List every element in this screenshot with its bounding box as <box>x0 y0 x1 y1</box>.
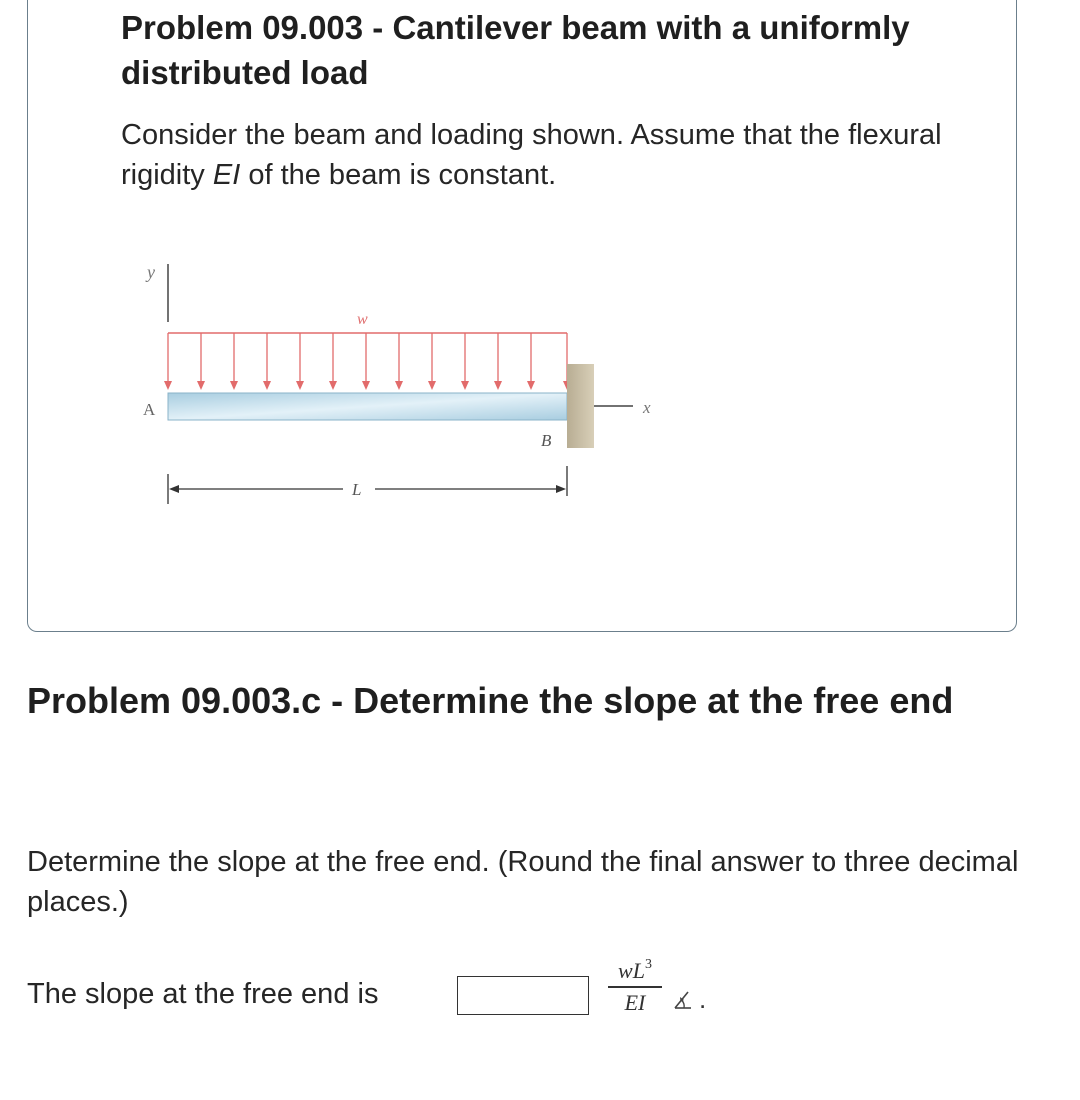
load-arrow <box>329 333 337 390</box>
unit-exponent: 3 <box>644 957 652 972</box>
beam <box>168 393 567 420</box>
problem-title: Problem 09.003 - Cantilever beam with a uniformly distributed load <box>121 9 910 91</box>
load-label: w <box>357 311 368 328</box>
problem-description <box>121 115 971 195</box>
fixed-support-wall <box>567 364 594 448</box>
unit-numerator <box>604 958 666 984</box>
end-b-label: B <box>541 431 552 450</box>
load-arrow <box>164 333 172 390</box>
y-axis-label: y <box>147 262 155 282</box>
load-arrow <box>197 333 205 390</box>
flexural-rigidity-symbol: EI <box>212 159 241 191</box>
length-dimension <box>168 466 567 504</box>
load-arrow <box>362 333 370 390</box>
slope-answer-input[interactable] <box>457 976 589 1015</box>
unit-numerator-text: wL <box>618 958 645 983</box>
x-axis-label: x <box>643 398 651 417</box>
end-a-label: A <box>143 400 156 419</box>
unit-fraction-bar <box>608 986 662 988</box>
unit-denominator: EI <box>624 989 646 1015</box>
answer-unit <box>604 958 666 1016</box>
distributed-load <box>164 333 571 390</box>
question-text: Determine the slope at the free end. (Round the final answer to three decimal places.) <box>27 846 1019 918</box>
load-arrow <box>461 333 469 390</box>
load-arrow <box>527 333 535 390</box>
answer-row <box>27 958 827 1038</box>
load-arrow <box>428 333 436 390</box>
counterclockwise-angle-icon <box>672 988 694 1012</box>
description-text-start: Consider the beam and loading shown. Assume that the flexural rigidity <box>121 119 942 191</box>
sentence-period: . <box>699 984 707 1014</box>
part-title: Problem 09.003.c - Determine the slope at the free end <box>27 680 954 721</box>
load-arrow <box>296 333 304 390</box>
answer-prompt: The slope at the free end is <box>27 978 379 1010</box>
load-arrow <box>395 333 403 390</box>
description-text-end: of the beam is constant. <box>240 159 557 191</box>
load-arrow <box>494 333 502 390</box>
beam-figure <box>135 252 675 512</box>
load-arrow <box>230 333 238 390</box>
load-arrow <box>263 333 271 390</box>
length-label: L <box>352 480 362 499</box>
